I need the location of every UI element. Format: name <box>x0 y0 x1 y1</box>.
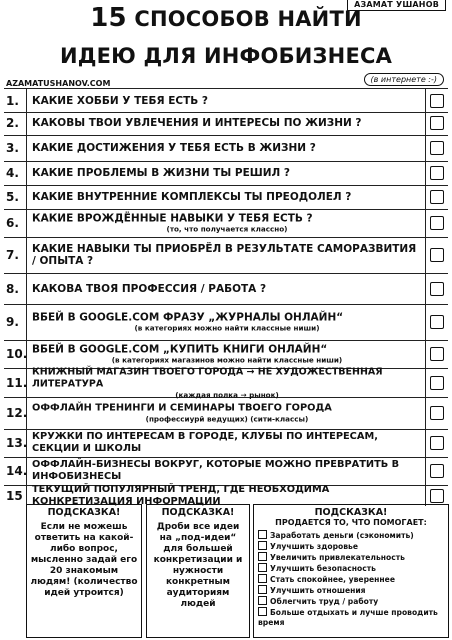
tip-list-item <box>258 585 444 596</box>
title-line-2 <box>0 44 452 68</box>
question-main: ОФФЛАЙН-БИЗНЕСЫ ВОКРУГ, КОТОРЫЕ МОЖНО ПРЕВРАТИТЬ В ИНФОБИЗНЕСЫ <box>32 459 400 482</box>
question-row <box>4 161 448 186</box>
question-row <box>4 185 448 210</box>
question-number: 6. <box>6 216 19 230</box>
checkbox[interactable] <box>258 607 267 616</box>
tip-box-1 <box>26 504 142 638</box>
divider <box>26 88 27 506</box>
question-note: (профессиурй ведущих) (сити-классы) <box>145 414 309 424</box>
tip-text: Если не можешь ответить на какой-либо вопрос, мысленно задай его 20 знакомым людям! (количество идей утроится) <box>30 522 138 598</box>
internet-tag: (в интернете :-) <box>364 73 444 86</box>
question-row <box>4 397 448 430</box>
checkbox[interactable] <box>430 406 444 420</box>
question-text <box>32 344 422 365</box>
checkbox[interactable] <box>430 464 444 478</box>
checkbox[interactable] <box>430 376 444 390</box>
question-main: КАКИЕ ХОББИ У ТЕБЯ ЕСТЬ ? <box>32 94 208 107</box>
checkbox[interactable] <box>430 489 444 503</box>
question-number: 14. <box>6 464 28 478</box>
tip-title: ПОДСКАЗКА! <box>314 507 388 518</box>
question-number: 10. <box>6 347 28 361</box>
tip-list-item <box>258 541 444 552</box>
tip-item-text: Улучшить здоровье <box>270 542 358 551</box>
checkbox[interactable] <box>258 552 267 561</box>
checkbox[interactable] <box>430 282 444 296</box>
question-row <box>4 368 448 398</box>
tip-item-text: Улучшить отношения <box>270 586 366 595</box>
tip-text: Дроби все идеи на „под-идеи“ для большей конкретизации и нужности конкретным аудиториям людей <box>153 522 243 609</box>
divider <box>425 88 426 506</box>
question-text <box>32 312 422 333</box>
tip-box-2 <box>146 504 250 638</box>
checkbox[interactable] <box>258 563 267 572</box>
question-main: КАКИЕ ВРОЖДЁННЫЕ НАВЫКИ У ТЕБЯ ЕСТЬ ? <box>32 212 313 225</box>
question-number: 7. <box>6 248 19 262</box>
tip-item-text: Больше отдыхать и лучше проводить время <box>258 608 438 627</box>
checkbox[interactable] <box>430 347 444 361</box>
checkbox[interactable] <box>430 94 444 108</box>
question-number: 13. <box>6 436 28 450</box>
checkbox[interactable] <box>258 596 267 605</box>
title-text-2: ИДЕЮ ДЛЯ ИНФОБИЗНЕСА <box>59 44 393 68</box>
question-main: КАКИЕ ПРОБЛЕМЫ В ЖИЗНИ ТЫ РЕШИЛ ? <box>32 167 290 179</box>
checkbox[interactable] <box>430 166 444 180</box>
title-text-1: СПОСОБОВ НАЙТИ <box>134 7 362 31</box>
tip-list-item <box>258 574 444 585</box>
question-number: 12. <box>6 406 28 420</box>
question-row <box>4 340 448 369</box>
question-row <box>4 88 448 113</box>
tip-item-text: Улучшить безопасность <box>270 564 376 573</box>
checkbox[interactable] <box>258 574 267 583</box>
question-main: ОФФЛАЙН ТРЕНИНГИ И СЕМИНАРЫ ТВОЕГО ГОРОДА <box>32 402 332 414</box>
question-number: 3. <box>6 141 19 155</box>
question-row <box>4 304 448 341</box>
question-text <box>32 142 422 154</box>
question-text <box>32 117 422 129</box>
checkbox[interactable] <box>430 248 444 262</box>
checkbox[interactable] <box>258 585 267 594</box>
question-text <box>32 167 422 179</box>
question-row <box>4 209 448 238</box>
tip-list-item <box>258 563 444 574</box>
question-text <box>32 243 422 267</box>
question-main: ВБЕЙ В GOOGLE.COM „КУПИТЬ КНИГИ ОНЛАЙН“ <box>32 343 328 356</box>
question-list <box>4 88 448 506</box>
tip-item-text: Заработать деньги (сэкономить) <box>270 531 414 540</box>
question-row <box>4 429 448 458</box>
checkbox[interactable] <box>258 530 267 539</box>
checkbox[interactable] <box>430 436 444 450</box>
tip-item-text: Увеличить привлекательность <box>270 553 405 562</box>
tip-item-text: Облегчить труд / работу <box>270 597 379 606</box>
checkbox[interactable] <box>430 141 444 155</box>
tip-list-item <box>258 607 444 628</box>
question-text <box>32 459 422 483</box>
question-note: (то, что получается классно) <box>166 224 288 234</box>
question-number: 1. <box>6 93 19 108</box>
tip-box-3 <box>253 504 449 638</box>
checkbox[interactable] <box>430 116 444 130</box>
question-main: КНИЖНЫЙ МАГАЗИН ТВОЕГО ГОРОДА → НЕ ХУДОЖЕСТВЕННАЯ ЛИТЕРАТУРА <box>32 366 383 389</box>
tip-title: ПОДСКАЗКА! <box>47 507 121 518</box>
tip-item-text: Стать спокойнее, увереннее <box>270 575 395 584</box>
question-text <box>32 283 422 295</box>
question-text <box>32 366 422 399</box>
question-row <box>4 237 448 274</box>
tip-list <box>254 528 448 630</box>
question-row <box>4 457 448 486</box>
tip-title: ПОДСКАЗКА! <box>161 507 235 518</box>
site-label: AZAMATUSHANOV.COM <box>6 79 111 88</box>
question-text <box>32 95 422 107</box>
question-note: (каждая полка → рынок) <box>175 390 279 399</box>
question-number: 11. <box>6 375 28 390</box>
question-number: 2. <box>6 116 19 130</box>
question-note: (в категориях магазинов можно найти классные ниши) <box>111 355 343 365</box>
title-number: 15 <box>90 3 127 33</box>
question-main: КАКИЕ ДОСТИЖЕНИЯ У ТЕБЯ ЕСТЬ В ЖИЗНИ ? <box>32 142 316 154</box>
checkbox[interactable] <box>430 190 444 204</box>
question-text <box>32 431 422 455</box>
author-label: АЗАМАТ УШАНОВ <box>347 0 446 11</box>
question-number: 9. <box>6 315 19 329</box>
question-main: КАКИЕ ВНУТРЕННИЕ КОМПЛЕКСЫ ТЫ ПРЕОДОЛЕЛ ? <box>32 191 352 203</box>
tip-list-item <box>258 530 444 541</box>
question-text <box>32 191 422 203</box>
checkbox[interactable] <box>430 315 444 329</box>
question-main: КАКОВЫ ТВОИ УВЛЕЧЕНИЯ И ИНТЕРЕСЫ ПО ЖИЗНИ ? <box>32 117 362 129</box>
question-row <box>4 273 448 305</box>
question-main: КРУЖКИ ПО ИНТЕРЕСАМ В ГОРОДЕ, КЛУБЫ ПО ИНТЕРЕСАМ, СЕКЦИИ И ШКОЛЫ <box>32 431 378 454</box>
question-main: КАКОВА ТВОЯ ПРОФЕССИЯ / РАБОТА ? <box>32 282 267 295</box>
question-note: (в категориях можно найти классные ниши) <box>134 323 320 333</box>
question-number: 4. <box>6 166 19 180</box>
question-number: 15 <box>6 488 23 503</box>
question-row <box>4 135 448 162</box>
question-number: 8. <box>6 281 19 296</box>
tip-heading: ПРОДАЕТСЯ ТО, ЧТО ПОМОГАЕТ: <box>275 518 427 527</box>
checkbox[interactable] <box>258 541 267 550</box>
checkbox[interactable] <box>430 216 444 230</box>
question-main: КАКИЕ НАВЫКИ ТЫ ПРИОБРЁЛ В РЕЗУЛЬТАТЕ САМОРАЗВИТИЯ / ОПЫТА ? <box>32 243 417 267</box>
tip-list-item <box>258 596 444 607</box>
question-main: ТЕКУЩИЙ ПОПУЛЯРНЫЙ ТРЕНД, ГДЕ НЕОБХОДИМА КОНКРЕТИЗАЦИЯ ИНФОРМАЦИИ <box>32 483 330 507</box>
question-text <box>32 213 422 234</box>
tip-list-item <box>258 552 444 563</box>
question-row <box>4 111 448 136</box>
question-row <box>4 485 448 506</box>
question-text <box>32 403 422 424</box>
question-main: ВБЕЙ В GOOGLE.COM ФРАЗУ „ЖУРНАЛЫ ОНЛАЙН“ <box>32 311 344 324</box>
question-number: 5. <box>6 190 19 204</box>
